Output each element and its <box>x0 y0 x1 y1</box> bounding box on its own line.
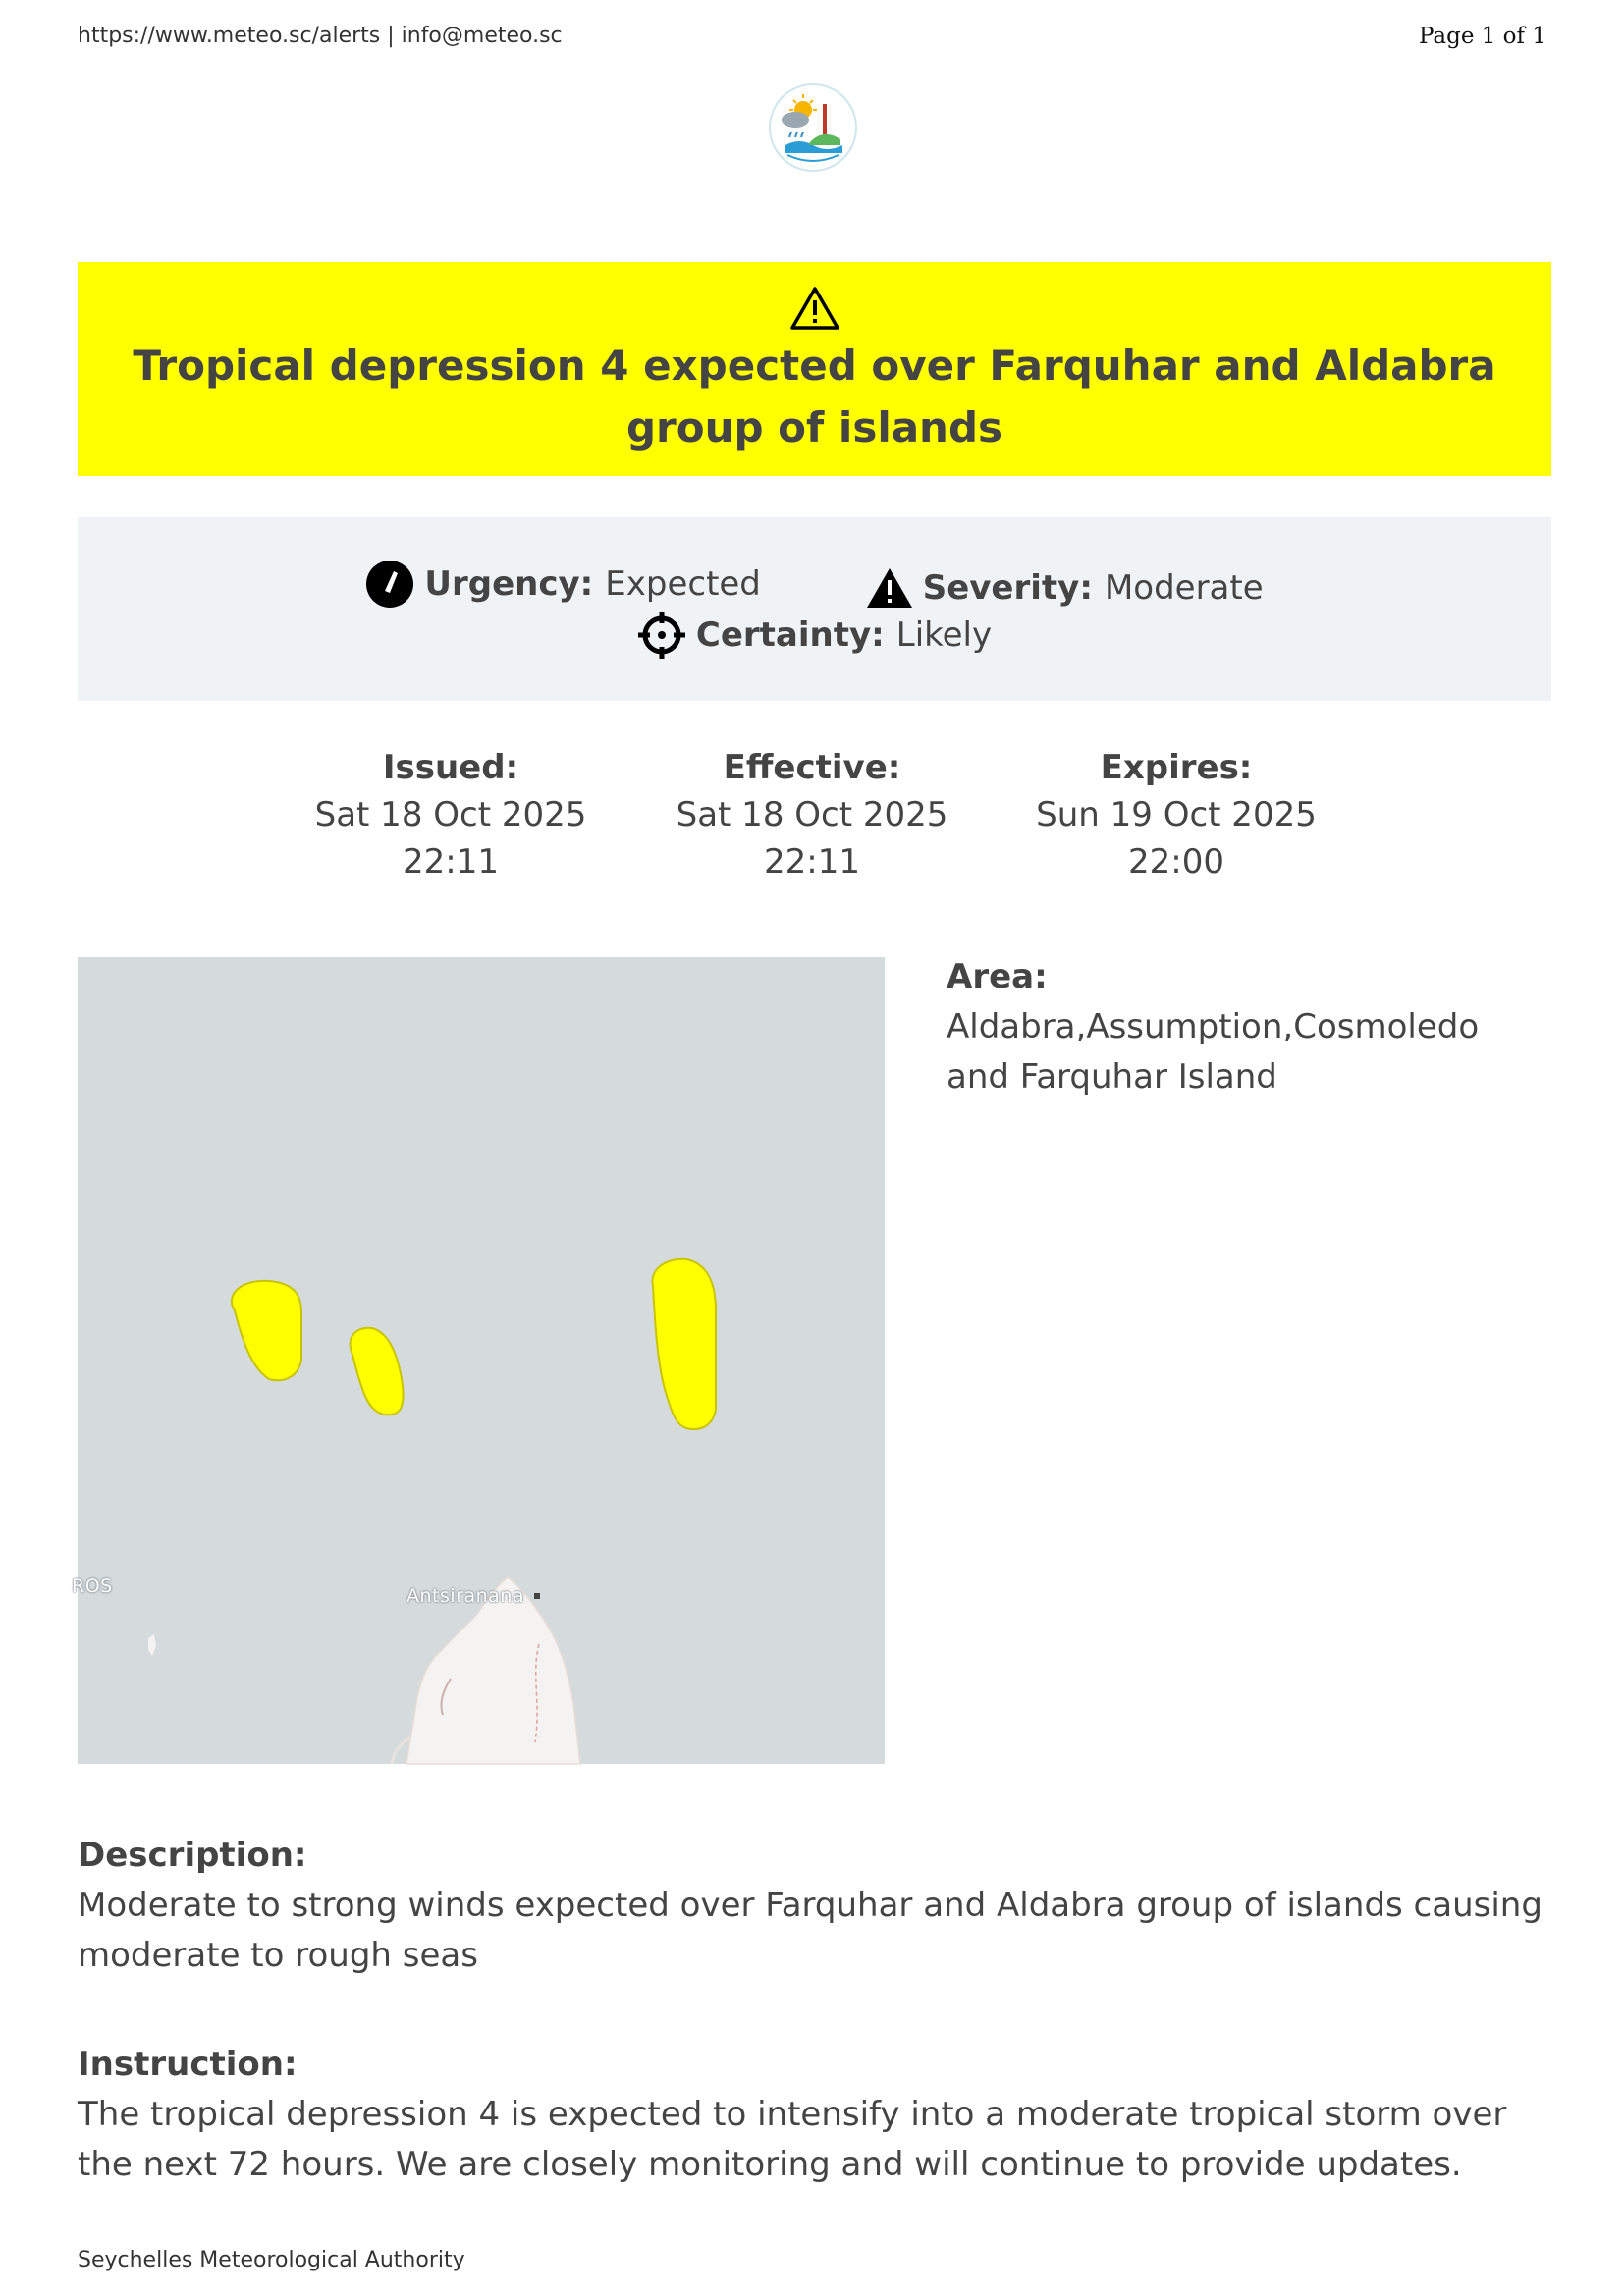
alert-area-farquhar <box>652 1259 716 1429</box>
page-number: Page 1 of 1 <box>1418 24 1546 49</box>
alert-meta-panel <box>78 517 1551 701</box>
urgency-label: Urgency: <box>424 564 594 604</box>
clock-icon <box>365 560 414 609</box>
effective-date: Sat 18 Oct 2025 <box>676 795 948 834</box>
alert-banner <box>78 262 1551 476</box>
effective-time: 22:11 <box>764 842 860 881</box>
expires-block <box>1000 744 1353 885</box>
urgency-value: Expected <box>605 564 761 604</box>
description-text: Moderate to strong winds expected over Farquhar and Aldabra group of islands causing moderate to rough seas <box>78 1886 1543 1975</box>
description-label: Description: <box>78 1836 307 1875</box>
expires-label: Expires: <box>1100 748 1253 787</box>
comoros-island <box>148 1634 156 1656</box>
page-header <box>78 24 1546 53</box>
map-label-comoros: ROS <box>72 1575 113 1597</box>
alert-area-cosmoledo <box>351 1328 404 1415</box>
severity-value: Moderate <box>1104 568 1264 608</box>
header-contact: https://www.meteo.sc/alerts | info@meteo.sc <box>78 24 563 48</box>
alert-title: Tropical depression 4 expected over Farquhar and Aldabra group of islands <box>133 342 1496 452</box>
issued-date: Sat 18 Oct 2025 <box>314 795 587 834</box>
severity-label: Severity: <box>922 568 1093 608</box>
expires-date: Sun 19 Oct 2025 <box>1036 795 1317 834</box>
map-label-antsiranana: Antsiranana <box>406 1585 524 1607</box>
effective-label: Effective: <box>723 748 901 787</box>
alert-area-aldabra <box>232 1281 301 1380</box>
expires-time: 22:00 <box>1128 842 1224 881</box>
instruction-text: The tropical depression 4 is expected to intensify into a moderate tropical storm over the next 72 hours. We are closely monitoring and will continue to provide updates. <box>78 2095 1507 2184</box>
effective-block <box>635 744 989 885</box>
area-section <box>947 952 1551 1102</box>
instruction-label: Instruction: <box>78 2045 298 2084</box>
issued-time: 22:11 <box>403 842 499 881</box>
area-label: Area: <box>947 957 1048 996</box>
certainty-value: Likely <box>895 615 993 655</box>
page-footer: Seychelles Meteorological Authority <box>78 2248 465 2272</box>
certainty-label: Certainty: <box>695 615 885 655</box>
area-value: Aldabra,Assumption,Cosmoledo and Farquhar Island <box>947 1007 1480 1096</box>
severity-warning-icon <box>866 567 913 609</box>
issued-label: Issued: <box>382 748 519 787</box>
severity-field <box>866 567 1264 609</box>
instruction-section <box>78 2040 1551 2190</box>
issued-block <box>274 744 627 885</box>
seychelles-meteorological-authority-logo <box>766 80 860 175</box>
map-canvas <box>78 957 885 1764</box>
alert-map[interactable] <box>72 957 885 1764</box>
description-section <box>78 1831 1551 1981</box>
certainty-field <box>637 611 992 660</box>
crosshair-icon <box>637 611 686 660</box>
urgency-field <box>365 560 761 609</box>
warning-triangle-icon <box>789 286 840 331</box>
